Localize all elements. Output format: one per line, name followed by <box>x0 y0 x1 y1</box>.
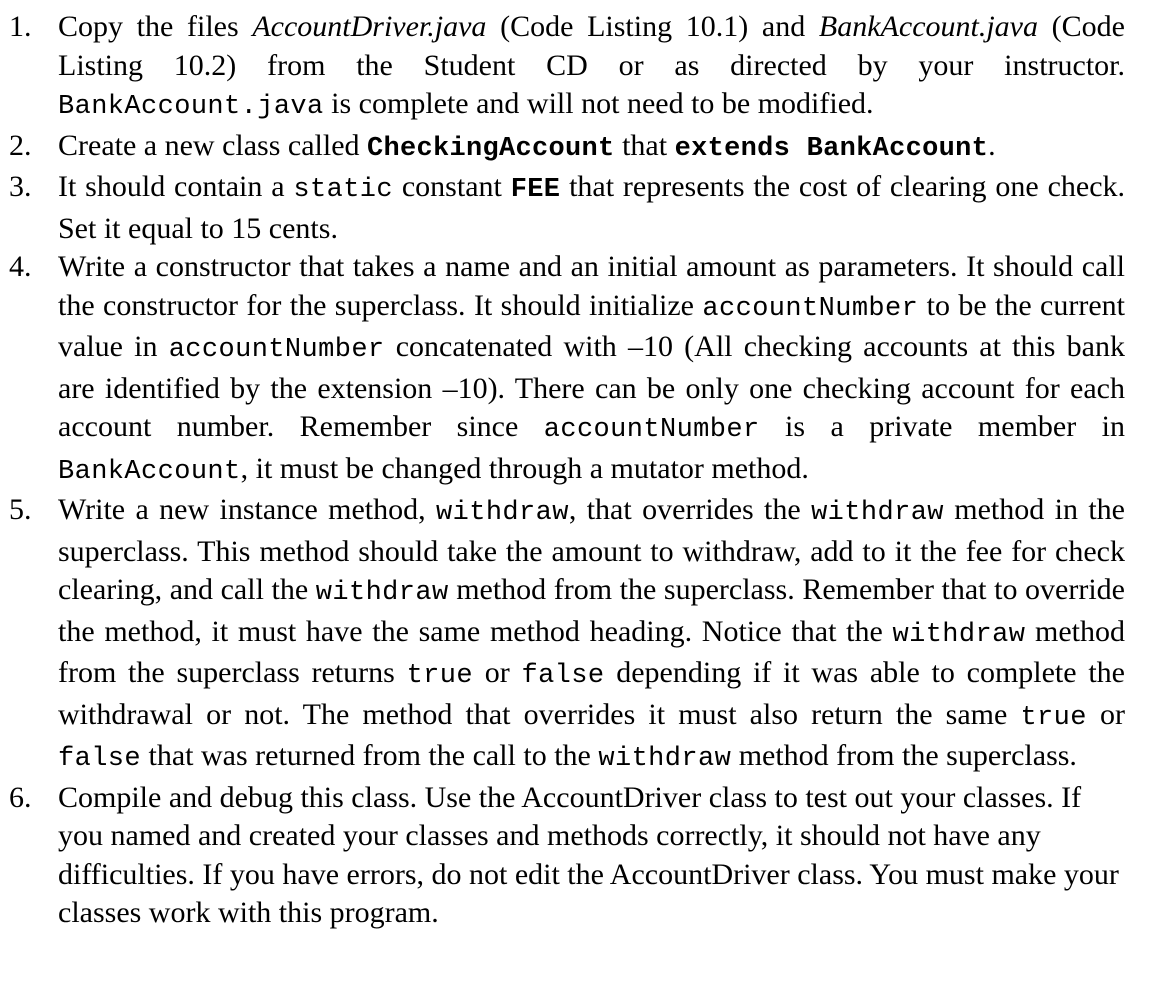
text-segment: method from the superclass. <box>731 739 1077 772</box>
code-term: BankAccount <box>58 456 241 487</box>
code-term: withdraw <box>892 619 1026 650</box>
text-segment: (Code Listing 10.2) from the Student CD or as directed by your instructor. <box>58 10 1125 82</box>
text-segment: to be the current value in <box>58 288 1126 363</box>
text-segment: Write a new instance method, <box>58 493 437 526</box>
step-2 <box>0 127 1125 169</box>
step-1 <box>0 8 1125 127</box>
code-term: accountNumber <box>168 335 385 365</box>
code-term: withdraw <box>811 498 944 528</box>
code-term: true <box>1020 702 1087 733</box>
text-segment: Create a new class called <box>58 128 368 162</box>
text-segment: , it must be changed through a mutator method. <box>240 451 809 485</box>
text-segment: that <box>614 128 675 162</box>
code-term: withdraw <box>598 744 732 774</box>
text-segment: method from the superclass returns <box>58 614 1125 689</box>
text-segment: method from the superclass. Remember that to override the method, it must have the same method heading. Notice that the <box>58 573 1125 648</box>
code-term: BankAccount.java <box>58 92 324 122</box>
instruction-document <box>0 8 1125 933</box>
step-text <box>58 781 1119 930</box>
text-segment: Write a constructor that takes a name and an initial amount as parameters. It should call the constructor for the superclass. It should initialize <box>58 250 1125 322</box>
step-number: 4. <box>9 250 32 283</box>
code-term: accountNumber <box>702 293 919 324</box>
text-segment: , that overrides the <box>568 493 812 526</box>
text-segment: (Code Listing 10.1) and <box>486 10 819 43</box>
text-segment: that was returned from the call to the <box>141 739 599 772</box>
text-segment: Copy the files <box>58 10 253 43</box>
step-4 <box>0 248 1125 491</box>
step-6 <box>0 779 1125 933</box>
steps-list <box>0 8 1125 933</box>
code-term-bold: FEE <box>510 175 561 205</box>
filename-italic: BankAccount.java <box>818 10 1038 43</box>
step-text <box>58 129 996 162</box>
code-term: accountNumber <box>543 415 760 445</box>
step-number: 1. <box>9 10 32 43</box>
step-number: 6. <box>9 780 32 814</box>
step-text <box>58 170 1125 245</box>
code-term: false <box>521 661 605 691</box>
code-term-bold: extends BankAccount <box>674 133 989 164</box>
code-term: false <box>58 744 142 774</box>
text-segment: is complete and will not need to be modified. <box>323 87 874 120</box>
text-segment: depending if it was able to complete the withdrawal or not. The method that overrides it must also return the same <box>58 656 1125 731</box>
text-segment: It should contain a <box>58 170 294 203</box>
code-term: withdraw <box>315 578 449 608</box>
step-text <box>58 10 1125 120</box>
filename-italic: AccountDriver.java <box>252 10 487 43</box>
step-number: 5. <box>9 493 32 526</box>
step-number: 2. <box>9 128 32 162</box>
text-segment: that represents the cost of clearing one check. Set it equal to 15 cents. <box>58 170 1126 245</box>
step-5 <box>0 491 1125 779</box>
text-segment: is a private member in <box>759 410 1125 443</box>
text-segment: method in the superclass. This method should take the amount to withdraw, add to it the fee for check clearing, and call the <box>58 493 1125 606</box>
step-text <box>58 250 1125 485</box>
text-segment: or <box>472 656 522 689</box>
text-segment: concatenated with –10 (All checking accounts at this bank are identified by the extension –10). There can be only one checking account for each account number. Remember since <box>58 330 1125 443</box>
code-term-bold: CheckingAccount <box>367 133 615 164</box>
text-segment: . <box>988 128 996 162</box>
step-text <box>58 493 1125 772</box>
text-segment: or <box>1086 697 1125 731</box>
code-term: true <box>406 661 473 691</box>
text-segment: Compile and debug this class. Use the AccountDriver class to test out your classes. If you named and created your classes and methods correctly, it should not have any difficulties. If you have errors, do not edit the AccountDriver class. You must make your classes work with this program. <box>58 780 1119 929</box>
step-3 <box>0 168 1125 248</box>
step-number: 3. <box>9 170 32 203</box>
text-segment: constant <box>393 170 511 203</box>
code-term: static <box>293 175 394 205</box>
code-term: withdraw <box>436 498 569 528</box>
